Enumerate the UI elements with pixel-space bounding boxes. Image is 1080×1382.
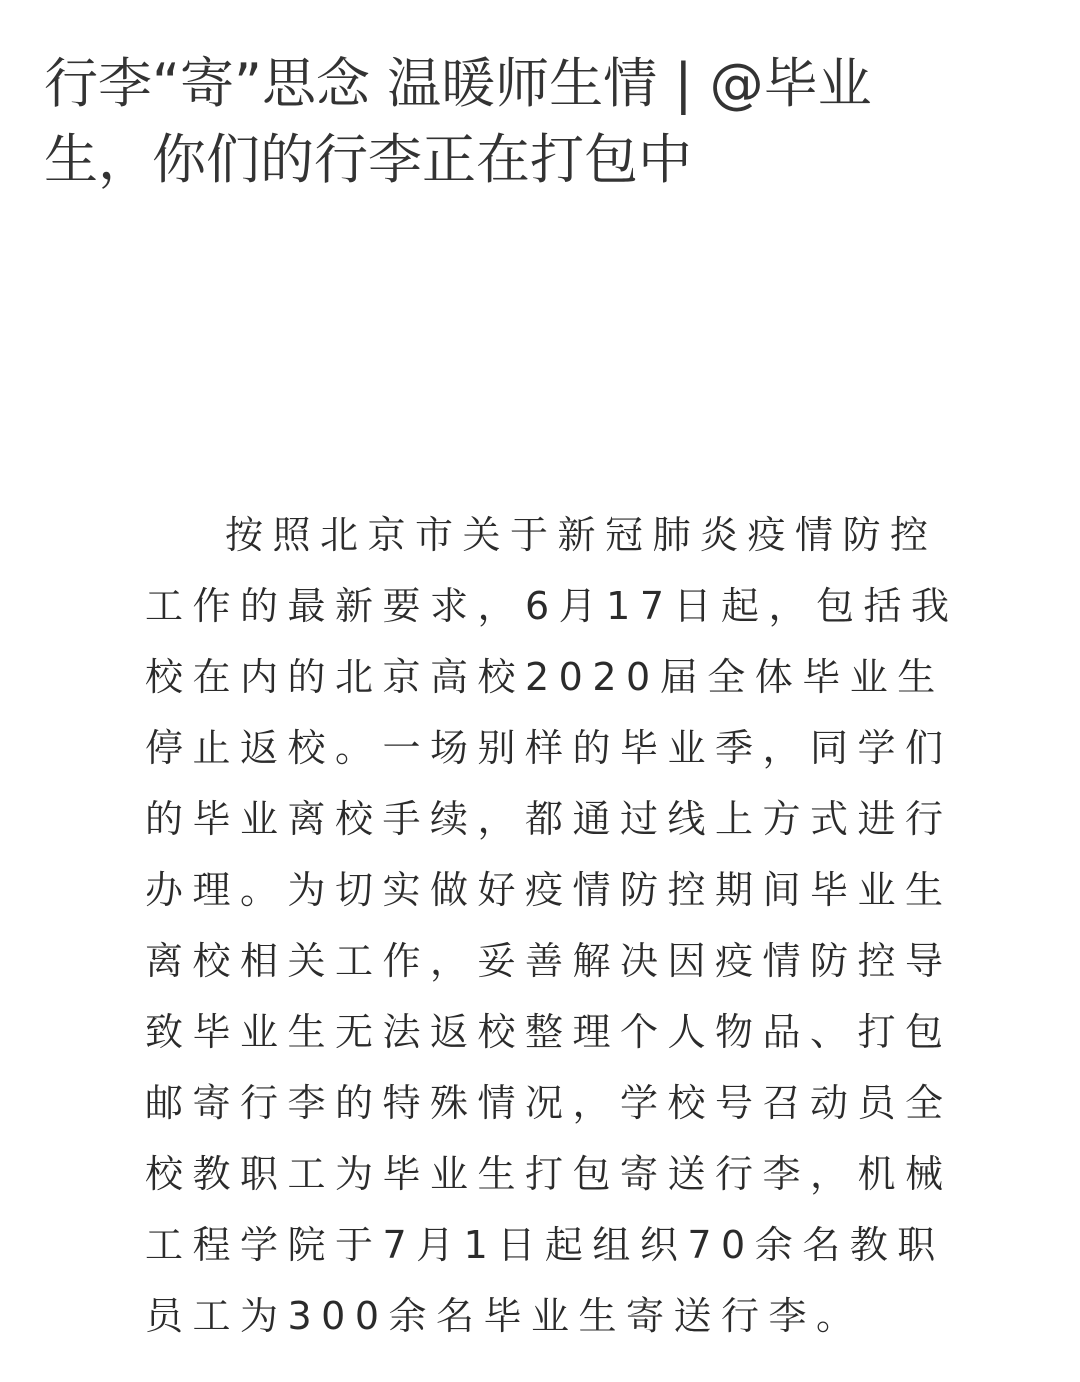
body-text-line: 停止返校。一场别样的毕业季，同学们: [145, 726, 953, 770]
body-text-line: 的毕业离校手续，都通过线上方式进行: [145, 797, 953, 841]
body-text-line: 员工为300余名毕业生寄送行李。: [145, 1294, 864, 1338]
body-text-line: 邮寄行李的特殊情况，学校号召动员全: [145, 1081, 953, 1125]
article-title-line: 行李“寄”思念 温暖师生情 | @毕业: [44, 52, 872, 115]
body-text-line: 工作的最新要求，6月17日起，包括我: [145, 584, 959, 628]
body-text-line: 校教职工为毕业生打包寄送行李，机械: [145, 1152, 953, 1196]
body-text-line: 工程学院于7月1日起组织70余名教职: [145, 1223, 945, 1267]
body-text-line: 离校相关工作，妥善解决因疫情防控导: [145, 939, 953, 983]
article-title-line: 生，你们的行李正在打包中: [44, 128, 692, 191]
body-text-line: 校在内的北京高校2020届全体毕业生: [145, 655, 945, 699]
article-title: [44, 46, 1044, 198]
body-text-line: 致毕业生无法返校整理个人物品、打包: [145, 1010, 953, 1054]
body-text-line: 办理。为切实做好疫情防控期间毕业生: [145, 868, 953, 912]
article-body: [145, 500, 959, 1352]
body-text-line: 按照北京市关于新冠肺炎疫情防控: [225, 513, 938, 557]
